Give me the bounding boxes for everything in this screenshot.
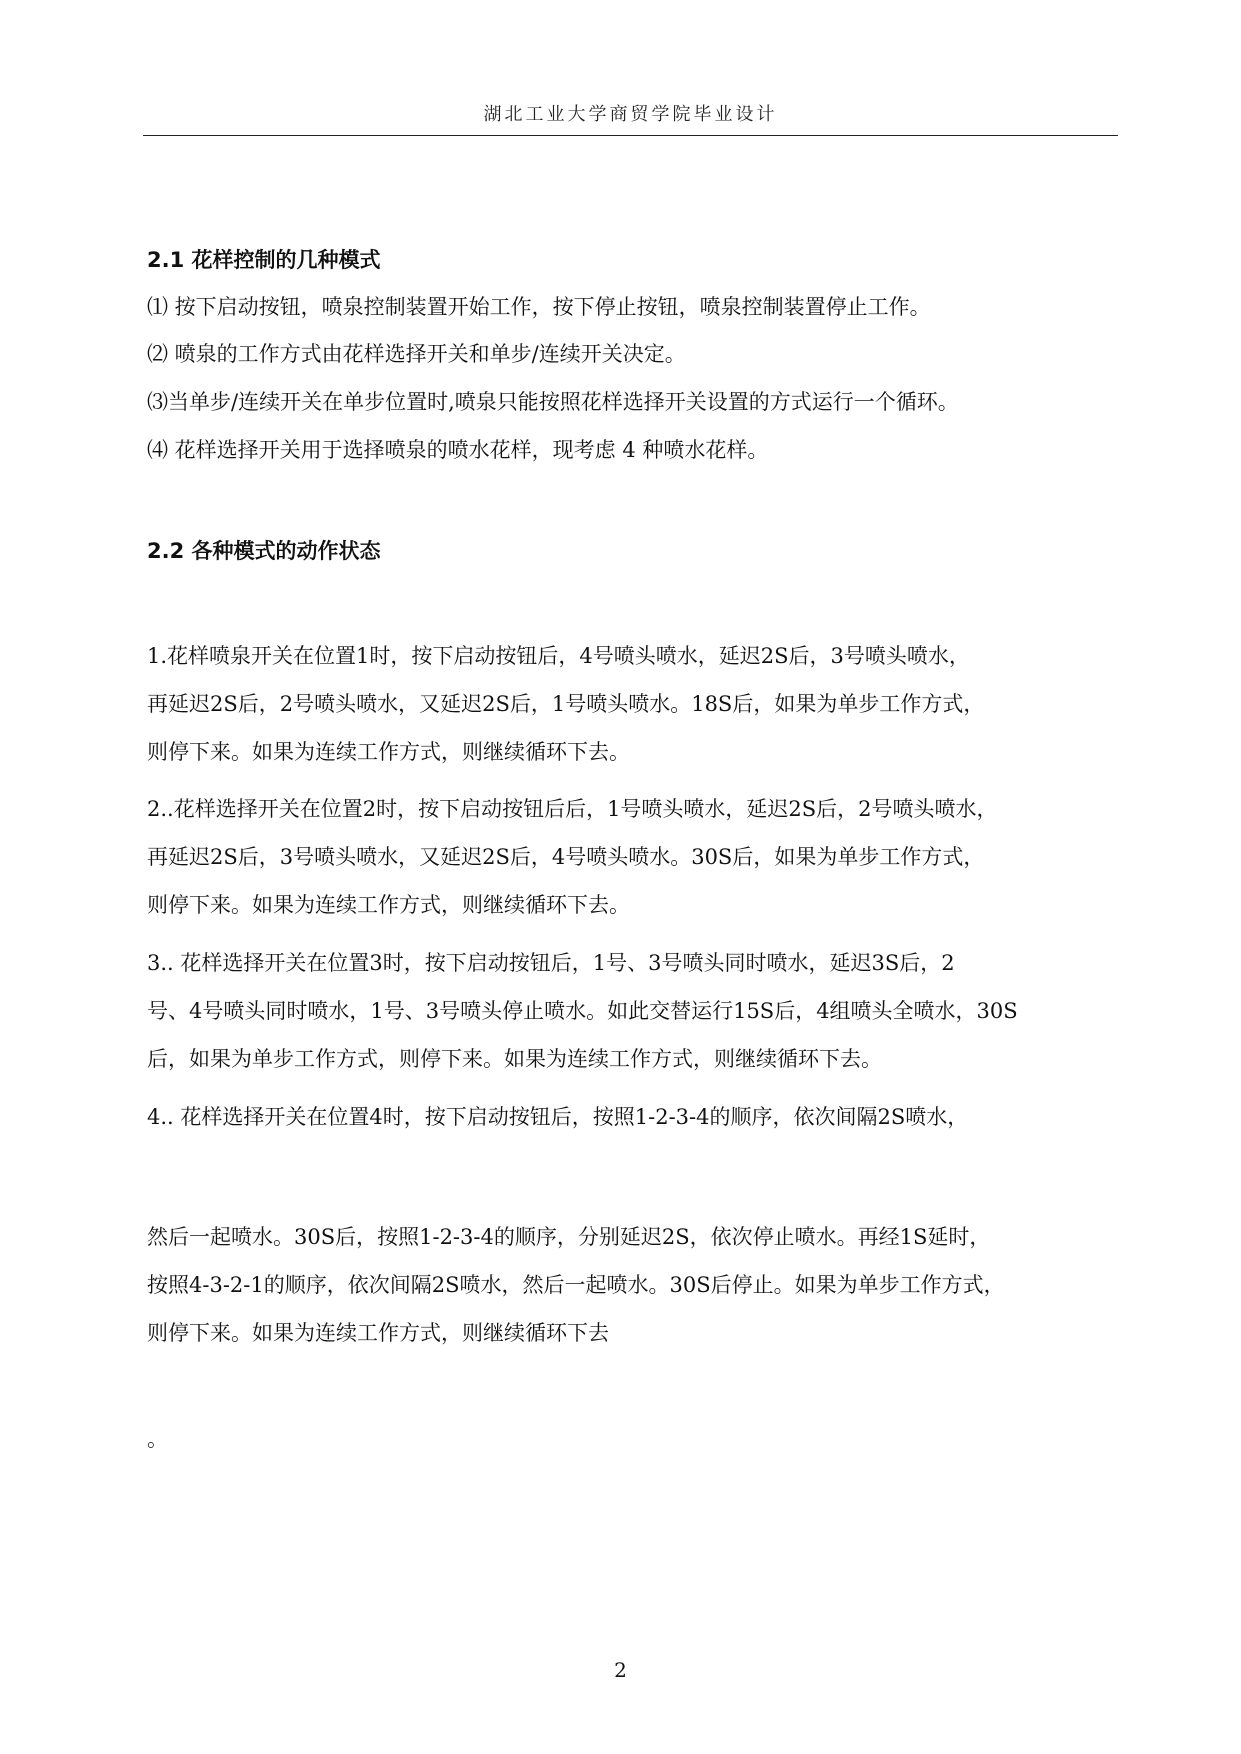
paragraph-line: 再延迟2S后，2号喷头喷水，又延迟2S后，1号喷头喷水。18S后，如果为单步工作方式， [147, 692, 985, 716]
paragraph-line: 2..花样选择开关在位置2时，按下启动按钮后后，1号喷头喷水，延迟2S后，2号喷头喷水， [147, 797, 998, 821]
section-heading-2-2: 2.2 各种模式的动作状态 [147, 539, 381, 563]
trailing-punctuation: 。 [147, 1427, 168, 1451]
header-rule [143, 135, 1118, 136]
paragraph-line: 则停下来。如果为连续工作方式，则继续循环下去。 [147, 893, 630, 917]
list-item: ⑵ 喷泉的工作方式由花样选择开关和单步/连续开关决定。 [147, 342, 686, 366]
list-item: ⑷ 花样选择开关用于选择喷泉的喷水花样，现考虑 4 种喷水花样。 [147, 438, 769, 462]
paragraph-line: 4.. 花样选择开关在位置4时，按下启动按钮后，按照1-2-3-4的顺序，依次间隔2S喷水， [147, 1105, 969, 1129]
paragraph-line: 则停下来。如果为连续工作方式，则继续循环下去 [147, 1321, 609, 1345]
paragraph-line: 1.花样喷泉开关在位置1时，按下启动按钮后，4号喷头喷水，延迟2S后，3号喷头喷水， [147, 644, 970, 668]
paragraph-line: 号、4号喷头同时喷水，1号、3号喷头停止喷水。如此交替运行15S后，4组喷头全喷水，30S [147, 999, 1018, 1023]
list-item: ⑶当单步/连续开关在单步位置时,喷泉只能按照花样选择开关设置的方式运行一个循环。 [147, 390, 959, 414]
paragraph-line: 再延迟2S后，3号喷头喷水，又延迟2S后，4号喷头喷水。30S后，如果为单步工作方式， [147, 845, 985, 869]
section-heading-2-1: 2.1 花样控制的几种模式 [147, 248, 381, 272]
list-item: ⑴ 按下启动按钮，喷泉控制装置开始工作，按下停止按钮，喷泉控制装置停止工作。 [147, 295, 931, 319]
page-number: 2 [614, 1658, 627, 1682]
paragraph-line: 则停下来。如果为连续工作方式，则继续循环下去。 [147, 740, 630, 764]
paragraph-line: 然后一起喷水。30S后，按照1-2-3-4的顺序，分别延迟2S，依次停止喷水。再经1S延时， [147, 1225, 991, 1249]
paragraph-line: 按照4-3-2-1的顺序，依次间隔2S喷水，然后一起喷水。30S后停止。如果为单步工作方式， [147, 1273, 1005, 1297]
running-header: 湖北工业大学商贸学院毕业设计 [483, 104, 778, 125]
paragraph-line: 后，如果为单步工作方式，则停下来。如果为连续工作方式，则继续循环下去。 [147, 1047, 882, 1071]
paragraph-line: 3.. 花样选择开关在位置3时，按下启动按钮后，1号、3号喷头同时喷水，延迟3S后，2 [147, 951, 955, 975]
